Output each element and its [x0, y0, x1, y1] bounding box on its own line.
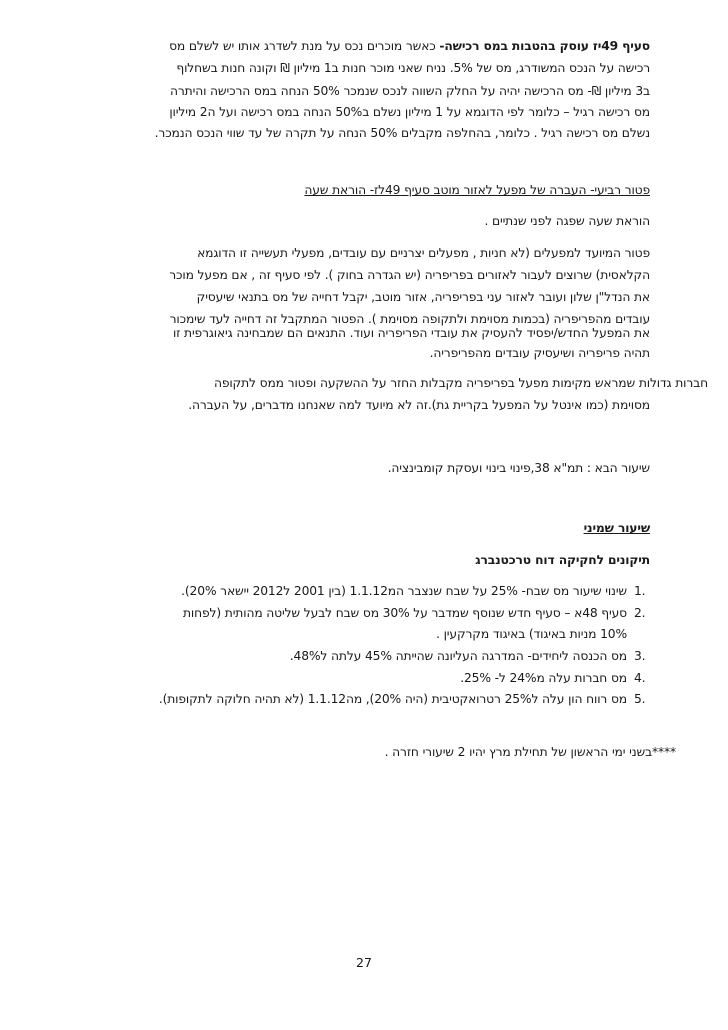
list-item-text: סעיף 48א – סעיף חדש שנוסף שמדבר על 30% מס שבח לבעל שליטה מהותית (לפחות: [182, 606, 627, 620]
intro-line-1-rest: כאשר מוכרים נכס על מנת לשדרג אותו יש לשלם מס: [169, 39, 440, 53]
intro-line-5: נשלם מס רכישה רגיל . כלומר, בהחלפה מקבלים 50% הנחה על תקרה של עד שווי הנכס הנמכר.: [154, 126, 650, 140]
list-item-text: מס הכנסה ליחידים- המדרגה העליונה שהייתה 45% עלתה ל48%.: [289, 649, 627, 663]
list-item-number: 4.: [634, 671, 646, 685]
section1-paragraph-line-5: את המפעל החדש/יפסיד להעסיק את עובדי הפריפריה ועוד. התנאים הם שמבחינה גיאוגרפית זו: [172, 326, 650, 340]
intro-line-1: [169, 38, 650, 54]
companies-line-1: חברות גדולות שמראש מקימות מפעל בפריפריה מקבלות החזר על ההשקעה ופטור ממס לתקופה: [213, 376, 708, 390]
section1-paragraph-line-1: פטור המיועד למפעלים (לא חניות , מפעלים יצרניים עם עובדים, מפעלי תעשייה זו הדוגמא: [197, 246, 650, 260]
list-item-number: 3.: [634, 649, 646, 663]
section2-subtitle: תיקונים לחקיקה דוח טרכטנברג: [475, 553, 650, 567]
list-item-number: 5.: [634, 692, 646, 706]
intro-line-4: מס רכישה רגיל – כלומר לפי הדוגמא על 1 מיליון נשלם ב50% הנחה במס רכישה ועל ה2 מיליון: [169, 105, 650, 119]
list-item-number: 2.: [634, 606, 646, 620]
section1-paragraph-line-2: הקלאסית) שרוצים לעבור לאזורים בפריפריה (יש הגדרה בחוק ). לפי סעיף זה , אם מפעל מוכר: [169, 268, 650, 282]
review-lessons-note: ****בשני ימי הראשון של תחילת מרץ יהיו 2 שיעורי חזרה .: [384, 745, 676, 759]
list-item-text: מס רווח הון עלה ל25% רטרואקטיבית (היה 20%), מה1.1.12 (לא תהיה חלוקה לתקופות).: [158, 692, 627, 706]
list-item-continuation: 10% מניות באיגוד) באיגוד מקרקעין .: [436, 627, 627, 641]
list-item-number: 1.: [634, 584, 646, 598]
companies-line-2: מסוימת (כמו אינטל על המפעל בקריית גת).זה לא מיועד למה שאנחנו מדברים, על העברה.: [188, 398, 650, 412]
list-item-text: מס חברות עלה מ24% ל- 25%.: [460, 671, 627, 685]
section1-paragraph-line-3: את הנדל"ן שלון ועובר לאזור עני בפריפריה, אזור מוטב, יקבל דחייה של מס בתנאי שיעסיק: [196, 290, 650, 304]
section1-paragraph-line-6: תהיה פריפריה ושיעסיק עובדים מהפריפריה.: [429, 346, 650, 360]
section1-temporary-note: הוראת שעה שפגה לפני שנתיים .: [484, 214, 650, 228]
section1-title: פטור רביעי- העברה של מפעל לאזור מוטב סעיף 49לז- הוראת שעה: [304, 183, 650, 197]
page-number: 27: [356, 955, 372, 970]
intro-heading: סעיף 49יז עוסק בהטבות במס רכישה-: [439, 39, 650, 53]
next-lesson: שיעור הבא : תמ"א 38,פינוי בינוי ועסקת קומבינציה.: [387, 461, 650, 475]
list-item-text: שינוי שיעור מס שבח- 25% על שבח שנצבר המ1.1.12 (בין 2001 ל2012 יישאר 20%).: [181, 584, 627, 598]
intro-line-3: ב3 מיליון ₪- מס הרכישה יהיה על החלק השווה לנכס שנמכר 50% הנחה במס הרכישה והיתרה: [170, 84, 650, 98]
intro-line-2: רכישה על הנכס המשודרג, מס של 5%. נניח שאני מוכר חנות ב1 מיליון ₪ וקונה חנות בשחלוף: [176, 61, 650, 75]
section1-paragraph-line-4: עובדים מהפריפריה (בכמות מסוימת ולתקופה מסוימת ). הפטור המתקבל זה דחייה לעד שימכור: [169, 312, 650, 326]
section2-title: שיעור שמיני: [583, 521, 650, 535]
